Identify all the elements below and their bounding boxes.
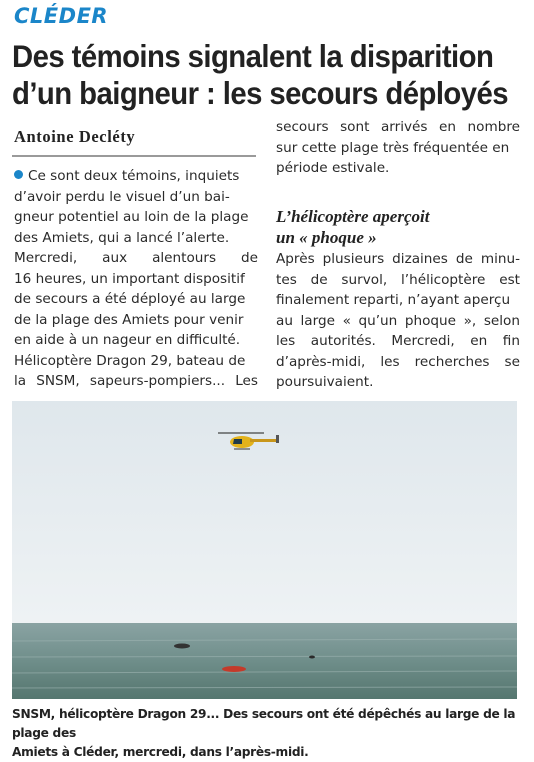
body-line: au large « qu’un phoque », selon bbox=[276, 312, 520, 329]
body-line: des Amiets, qui a lancé l’alerte. bbox=[14, 229, 230, 246]
body-line: finalement reparti, n’ayant aperçu bbox=[276, 292, 511, 308]
news-photo bbox=[12, 401, 517, 699]
body-line: les autorités. Mercredi, en fin bbox=[276, 333, 520, 349]
body-column-left bbox=[14, 166, 258, 392]
byline: Antoine Decléty bbox=[14, 127, 136, 146]
body-line: sur cette plage très fréquentée en bbox=[276, 139, 510, 156]
byline-divider bbox=[12, 155, 256, 157]
section-kicker: CLÉDER bbox=[14, 4, 109, 28]
headline-line-2: d’un baigneur : les secours déployés bbox=[12, 75, 508, 111]
body-line: poursuivaient. bbox=[276, 374, 374, 390]
caption-line-1: SNSM, hélicoptère Dragon 29... Des secours ont été dépêchés au large de la plage des bbox=[12, 707, 516, 740]
sea-helicopter-image bbox=[12, 401, 517, 699]
body-line: Hélicoptère Dragon 29, bateau de bbox=[14, 352, 246, 369]
body-line: Après plusieurs dizaines de minu- bbox=[276, 251, 520, 267]
body-line: Ce sont deux témoins, inquiets bbox=[14, 166, 258, 187]
headline bbox=[12, 38, 524, 112]
body-line: période estivale. bbox=[276, 160, 390, 176]
bullet-icon bbox=[14, 170, 23, 179]
body-line: gneur potentiel au loin de la plage bbox=[14, 209, 249, 225]
body-line: tes de survol, l’hélicoptère est bbox=[276, 271, 520, 288]
caption-line-2: Amiets à Cléder, mercredi, dans l’après-midi. bbox=[12, 745, 309, 759]
body-line: d’après-midi, les recherches se bbox=[276, 353, 520, 370]
body-line: secours sont arrivés en nombre bbox=[276, 119, 520, 135]
subheading-line-1: L’hélicoptère aperçoit bbox=[276, 207, 430, 226]
body-line: 16 heures, un important dispositif bbox=[14, 270, 245, 287]
body-line: en aide à un nageur en difficulté. bbox=[14, 332, 241, 348]
body-line: de secours a été déployé au large bbox=[14, 291, 246, 307]
body-line: la SNSM, sapeurs-pompiers... Les bbox=[14, 373, 258, 389]
subheading bbox=[276, 206, 520, 248]
body-line: d’avoir perdu le visuel d’un bai- bbox=[14, 188, 230, 205]
subheading-line-2: un « phoque » bbox=[276, 228, 377, 247]
headline-line-1: Des témoins signalent la disparition bbox=[12, 38, 494, 74]
body-column-right-top bbox=[276, 117, 520, 179]
body-line: de la plage des Amiets pour venir bbox=[14, 311, 244, 328]
body-line: Mercredi, aux alentours de bbox=[14, 250, 258, 266]
body-column-right-bottom bbox=[276, 249, 520, 393]
sky bbox=[12, 401, 517, 623]
photo-caption bbox=[12, 705, 527, 762]
